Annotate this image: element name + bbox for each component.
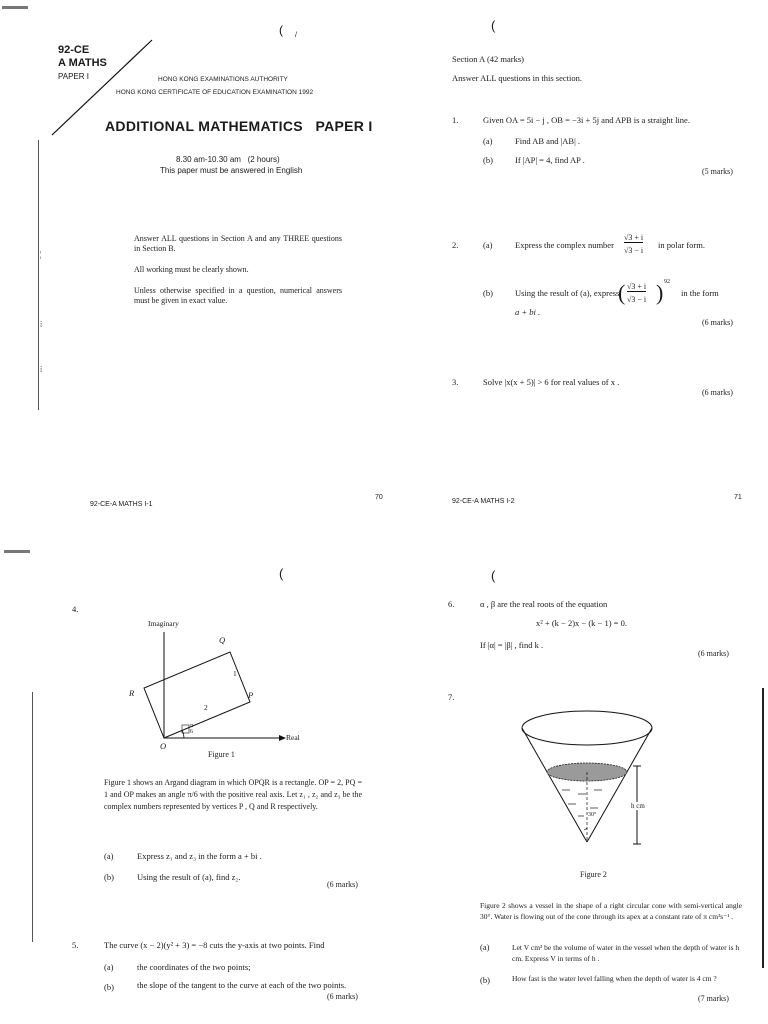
part-label: (a): [104, 851, 114, 861]
question-number: 6.: [448, 599, 455, 609]
part-text: Find AB and |AB| .: [515, 136, 581, 146]
exam-code: 92-CE: [58, 44, 90, 56]
scan-speck: ¦: [40, 250, 42, 259]
binding-mark-top: [4, 550, 30, 553]
question-number: 1.: [452, 115, 459, 125]
exam-time: 8.30 am-10.30 am (2 hours): [176, 155, 280, 164]
section-heading: Section A (42 marks): [452, 54, 525, 64]
axis-label-imaginary: Imaginary: [148, 619, 179, 628]
question-number: 2.: [452, 240, 459, 250]
question-text: Figure 1 shows an Argand diagram in which OPQR is a rectangle. OP = 2, PQ = 1 and OP makes an angle π/6 with the positive real axis. Let z₁ , z₂ and z₃ be the complex numbers represented by vertices P , Q and R respectively.: [104, 778, 362, 811]
argand-diagram: [100, 612, 320, 752]
question-text: The curve (x − 2)(y² + 3) = −8 cuts the y-axis at two points. Find: [104, 940, 325, 950]
marks: (7 marks): [698, 994, 729, 1003]
question-text: Given OA = 5i − j , OB = −3i + 5j and APB is a straight line.: [483, 115, 690, 125]
section-instruction: Answer ALL questions in this section.: [452, 73, 583, 83]
angle-label-den: 6: [190, 729, 193, 735]
axis-label-real: Real: [286, 733, 300, 742]
part-text: the coordinates of the two points;: [137, 962, 251, 972]
exam-authority: HONG KONG EXAMINATIONS AUTHORITY: [158, 76, 288, 83]
fraction-denominator: √3 − i: [627, 295, 647, 304]
rectangle-opqr: [144, 652, 250, 738]
instruction-sections: Answer ALL questions in Section A and any THREE questions in Section B.: [134, 234, 342, 253]
marks: (5 marks): [702, 167, 733, 176]
page-q6-q7: [384, 512, 768, 1024]
part-text: Using the result of (a), find z₂.: [137, 872, 241, 882]
part-text: Express z₁ and z₃ in the form a + bi .: [137, 851, 262, 861]
part-label: (a): [483, 136, 493, 146]
fraction-numerator: √3 + i: [624, 233, 644, 242]
marks: (6 marks): [327, 880, 358, 889]
page-section-a: [384, 0, 768, 512]
paren-right: ): [656, 280, 664, 305]
figure-caption: Figure 1: [208, 750, 235, 759]
paren-left: (: [618, 280, 626, 305]
vertex-q: Q: [219, 635, 226, 645]
cone-rim: [522, 711, 652, 745]
cone-height-label: h cm: [631, 802, 645, 810]
vertex-o: O: [160, 741, 167, 751]
equation: x² + (k − 2)x − (k − 1) = 0.: [536, 618, 627, 628]
part-text: Express the complex number: [515, 240, 614, 250]
question-number: 7.: [448, 692, 455, 702]
cone-angle-label: 30°: [588, 812, 597, 818]
exam-paper: PAPER I: [58, 72, 89, 81]
part-label: (b): [483, 288, 493, 298]
vertex-r: R: [129, 688, 135, 698]
question-text: α , β are the real roots of the equation: [480, 599, 608, 609]
question-number: 5.: [72, 940, 79, 950]
marks: (6 marks): [698, 649, 729, 658]
footer-code: 92-CE-A MATHS I-2: [452, 498, 515, 505]
scan-speck: ⁞: [40, 365, 43, 374]
footer-code: 92-CE-A MATHS I-1: [90, 501, 153, 508]
part-label: (b): [104, 982, 114, 992]
instruction-working: All working must be clearly shown.: [134, 265, 249, 274]
paper-title: ADDITIONAL MATHEMATICS PAPER I: [105, 118, 373, 134]
instruction-exact-value: Unless otherwise specified in a question, numerical answers must be given in exact value.: [134, 286, 342, 305]
bracket-mark: (: [279, 566, 284, 581]
page-number: 70: [375, 494, 383, 501]
part-text: in the form: [681, 288, 719, 298]
scan-speck: ⁞: [40, 320, 43, 329]
part-text: Using the result of (a), express: [515, 288, 620, 298]
svg-text:/: /: [295, 32, 297, 39]
vertex-p: P: [248, 690, 254, 700]
part-text: a + bi .: [515, 307, 541, 317]
part-text: How fast is the water level falling when the depth of water is 4 cm ?: [512, 974, 717, 983]
question-number: 3.: [452, 377, 459, 387]
marks: (6 marks): [702, 388, 733, 397]
marks: (6 marks): [702, 318, 733, 327]
fraction-numerator: √3 + i: [627, 282, 647, 291]
part-text: the slope of the tangent to the curve at each of the two points.: [137, 980, 347, 990]
side-length-op: 2: [204, 703, 208, 712]
part-label: (a): [480, 942, 490, 952]
marks: (6 marks): [327, 992, 358, 1001]
exponent: 92: [664, 279, 670, 285]
page-cover: [0, 0, 384, 512]
part-label: (b): [483, 155, 493, 165]
question-text: If |α| = |β| , find k .: [480, 640, 544, 650]
exam-certificate: HONG KONG CERTIFICATE OF EDUCATION EXAMINATION 1992: [116, 89, 314, 96]
question-text: Solve |x(x + 5)| > 6 for real values of x .: [483, 377, 620, 387]
part-label: (a): [104, 962, 114, 972]
part-text: Let V cm³ be the volume of water in the vessel when the depth of water is h cm. Express V in terms of h .: [512, 943, 740, 963]
bracket-mark: (: [491, 568, 496, 583]
question-number: 4.: [72, 604, 79, 614]
figure-caption: Figure 2: [580, 870, 607, 879]
exam-subject: A MATHS: [58, 57, 107, 69]
binding-marks-left: [32, 692, 43, 942]
fraction-denominator: √3 − i: [624, 246, 644, 255]
part-label: (a): [483, 240, 493, 250]
side-length-pq: 1: [233, 669, 237, 678]
part-label: (b): [104, 872, 114, 882]
cone-diagram: [504, 702, 704, 852]
page-number: 71: [734, 494, 742, 501]
bracket-mark: (: [491, 18, 496, 33]
question-text: Figure 2 shows a vessel in the shape of a right circular cone with semi-vertical angle 30°. Water is flowing out of the cone through its apex at a constant rate of π cm³s⁻¹ .: [480, 901, 742, 921]
part-text: in polar form.: [658, 240, 705, 250]
exam-language: This paper must be answered in English: [160, 166, 303, 175]
binding-mark-right: [762, 688, 764, 968]
page-q4-q5: [0, 512, 384, 1024]
part-text: If |AP| = 4, find AP .: [515, 155, 585, 165]
part-label: (b): [480, 975, 490, 985]
angle-label-num: π: [190, 723, 194, 729]
svg-text:(: (: [279, 23, 283, 37]
